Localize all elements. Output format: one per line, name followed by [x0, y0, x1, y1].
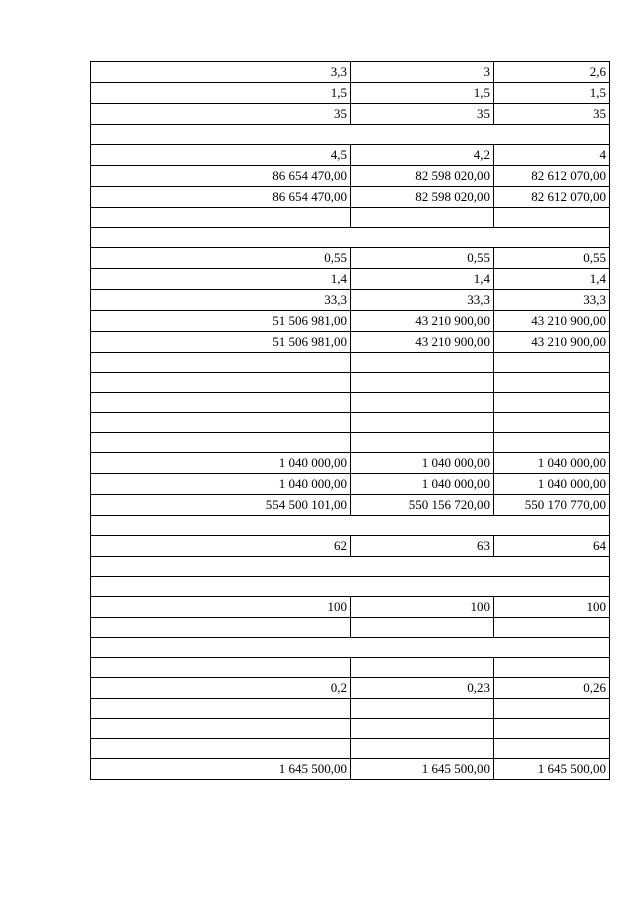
table-cell-col-1: 51 506 981,00 [91, 311, 351, 332]
table-cell-col-3: 2,6 [494, 62, 610, 83]
table-row [91, 699, 610, 719]
table-row [91, 495, 610, 516]
table-cell-col-2: 4,2 [351, 145, 494, 166]
table-cell-col-2: 1 040 000,00 [351, 474, 494, 495]
table-cell-col-2: 3 [351, 62, 494, 83]
table-cell-col-2 [351, 413, 494, 433]
table-row [91, 166, 610, 187]
table-cell-col-2 [351, 373, 494, 393]
table-cell-col-2 [351, 353, 494, 373]
table-row [91, 474, 610, 495]
table-cell-col-3: 100 [494, 597, 610, 618]
table-cell-col-2: 100 [351, 597, 494, 618]
table-cell-col-2: 33,3 [351, 290, 494, 311]
table-cell-col-1: 51 506 981,00 [91, 332, 351, 353]
table-row [91, 658, 610, 678]
table-cell-col-1: 1 040 000,00 [91, 474, 351, 495]
table-row [91, 739, 610, 759]
table-cell-col-2: 82 598 020,00 [351, 187, 494, 208]
table-cell-col-3 [494, 739, 610, 759]
table-cell-col-2: 1 040 000,00 [351, 453, 494, 474]
table-row [91, 83, 610, 104]
table-cell-col-3: 1 040 000,00 [494, 453, 610, 474]
table-cell-col-1: 0,2 [91, 678, 351, 699]
table-row [91, 759, 610, 780]
table-row [91, 393, 610, 413]
table-cell-col-1: 100 [91, 597, 351, 618]
table-row [91, 719, 610, 739]
table-row-merged [91, 228, 610, 248]
table-cell-col-1 [91, 393, 351, 413]
table-cell-col-3: 64 [494, 536, 610, 557]
table-row-merged [91, 638, 610, 658]
table-row [91, 248, 610, 269]
merged-cell [91, 516, 610, 536]
table-row [91, 62, 610, 83]
table-cell-col-3: 1 040 000,00 [494, 474, 610, 495]
table-cell-col-1 [91, 353, 351, 373]
table-cell-col-2 [351, 699, 494, 719]
table-cell-col-2 [351, 393, 494, 413]
table-cell-col-1: 62 [91, 536, 351, 557]
table-cell-col-3: 550 170 770,00 [494, 495, 610, 516]
table-cell-col-1 [91, 618, 351, 638]
table-cell-col-2: 1,5 [351, 83, 494, 104]
table-cell-col-1: 86 654 470,00 [91, 187, 351, 208]
table-cell-col-3 [494, 658, 610, 678]
table-cell-col-1 [91, 208, 351, 228]
table-cell-col-3: 1,4 [494, 269, 610, 290]
table-cell-col-1: 86 654 470,00 [91, 166, 351, 187]
table-row [91, 290, 610, 311]
table-cell-col-1 [91, 413, 351, 433]
table-cell-col-3 [494, 393, 610, 413]
table-cell-col-2: 43 210 900,00 [351, 332, 494, 353]
merged-cell [91, 577, 610, 597]
table-cell-col-1: 1 645 500,00 [91, 759, 351, 780]
table-cell-col-2: 43 210 900,00 [351, 311, 494, 332]
table-row [91, 353, 610, 373]
table-row [91, 597, 610, 618]
table-cell-col-2: 82 598 020,00 [351, 166, 494, 187]
table-cell-col-2: 35 [351, 104, 494, 125]
table-cell-col-3: 82 612 070,00 [494, 187, 610, 208]
table-cell-col-2 [351, 433, 494, 453]
table-cell-col-2 [351, 719, 494, 739]
table-cell-col-3 [494, 208, 610, 228]
merged-cell [91, 638, 610, 658]
table-row-merged [91, 577, 610, 597]
merged-cell [91, 125, 610, 145]
table-cell-col-3: 1 645 500,00 [494, 759, 610, 780]
table-cell-col-2 [351, 739, 494, 759]
table-row [91, 413, 610, 433]
merged-cell [91, 228, 610, 248]
table-cell-col-1: 0,55 [91, 248, 351, 269]
table-cell-col-3 [494, 373, 610, 393]
table-row [91, 678, 610, 699]
table-cell-col-1: 3,3 [91, 62, 351, 83]
table-row [91, 208, 610, 228]
table-cell-col-2: 63 [351, 536, 494, 557]
table-row [91, 104, 610, 125]
table-cell-col-3: 33,3 [494, 290, 610, 311]
table-cell-col-1 [91, 699, 351, 719]
data-table-body [91, 62, 610, 780]
table-cell-col-2: 1,4 [351, 269, 494, 290]
table-cell-col-3 [494, 699, 610, 719]
table-cell-col-1: 4,5 [91, 145, 351, 166]
table-cell-col-2: 0,55 [351, 248, 494, 269]
table-cell-col-2: 0,23 [351, 678, 494, 699]
table-row [91, 618, 610, 638]
table-cell-col-3 [494, 618, 610, 638]
table-cell-col-3 [494, 719, 610, 739]
table-cell-col-1 [91, 719, 351, 739]
table-cell-col-2 [351, 618, 494, 638]
table-cell-col-3: 0,26 [494, 678, 610, 699]
table-row [91, 145, 610, 166]
table-cell-col-1 [91, 739, 351, 759]
table-cell-col-2 [351, 208, 494, 228]
table-row [91, 311, 610, 332]
table-row [91, 373, 610, 393]
merged-cell [91, 557, 610, 577]
table-row [91, 332, 610, 353]
table-row-merged [91, 516, 610, 536]
table-row [91, 453, 610, 474]
table-cell-col-1: 554 500 101,00 [91, 495, 351, 516]
table-cell-col-3: 4 [494, 145, 610, 166]
table-cell-col-3: 43 210 900,00 [494, 332, 610, 353]
table-cell-col-1 [91, 658, 351, 678]
table-row-merged [91, 557, 610, 577]
table-cell-col-3 [494, 353, 610, 373]
table-cell-col-3 [494, 413, 610, 433]
table-cell-col-1 [91, 433, 351, 453]
table-cell-col-3: 43 210 900,00 [494, 311, 610, 332]
table-cell-col-1: 33,3 [91, 290, 351, 311]
data-table [90, 61, 610, 780]
table-row [91, 269, 610, 290]
table-cell-col-2: 1 645 500,00 [351, 759, 494, 780]
table-cell-col-3 [494, 433, 610, 453]
table-row-merged [91, 125, 610, 145]
table-row [91, 433, 610, 453]
table-cell-col-2: 550 156 720,00 [351, 495, 494, 516]
table-cell-col-3: 1,5 [494, 83, 610, 104]
table-row [91, 536, 610, 557]
table-cell-col-1: 1,4 [91, 269, 351, 290]
table-cell-col-3: 82 612 070,00 [494, 166, 610, 187]
table-cell-col-1: 1,5 [91, 83, 351, 104]
table-cell-col-1: 1 040 000,00 [91, 453, 351, 474]
table-cell-col-2 [351, 658, 494, 678]
table-cell-col-3: 35 [494, 104, 610, 125]
table-cell-col-1: 35 [91, 104, 351, 125]
table-cell-col-3: 0,55 [494, 248, 610, 269]
table-cell-col-1 [91, 373, 351, 393]
table-row [91, 187, 610, 208]
